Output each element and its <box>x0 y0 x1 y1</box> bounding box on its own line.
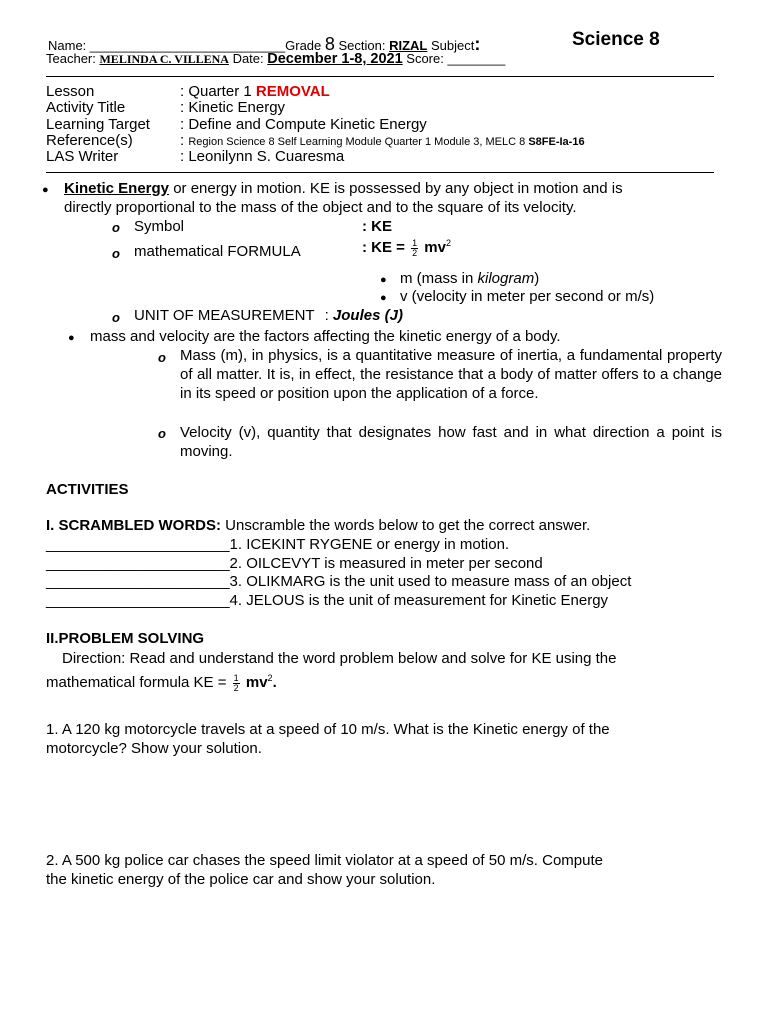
info-writer-label: LAS Writer <box>46 148 119 165</box>
formula-value: : KE = $\frac{1}{2}$ $mv^2$ <box>362 237 451 258</box>
name-label: Name: <box>48 38 90 53</box>
velocity-definition: Velocity (v), quantity that designates how fast and in what direction a point is moving. <box>180 424 722 461</box>
problem-1-line-2: motorcycle? Show your solution. <box>46 740 262 757</box>
circle-bullet-icon: o <box>112 220 120 235</box>
mass-unit-item: m (mass in kilogram) <box>400 270 540 287</box>
velocity-unit-item: v (velocity in meter per second or m/s) <box>400 288 655 305</box>
circle-bullet-icon: o <box>112 246 120 261</box>
mass-definition: Mass (m), in physics, is a quantitative measure of inertia, a fundamental property of all matter. It is, in effect, the resistance that a body of matter offers to a change in its speed or position upon the application of a force. <box>180 347 722 403</box>
direction-line-1: Direction: Read and understand the word problem below and solve for KE using the <box>62 650 617 667</box>
answer-blank[interactable]: ______________________ <box>46 536 230 553</box>
info-ref-label: Reference(s) <box>46 132 133 149</box>
section-label: Section: <box>334 38 390 53</box>
info-target-value: : Define and Compute Kinetic Energy <box>180 116 427 133</box>
date-label: Date: <box>228 51 268 66</box>
header-row-2 <box>46 51 505 67</box>
factors-text: mass and velocity are the factors affecting the kinetic energy of a body. <box>90 328 561 345</box>
subject-label: Subject <box>427 38 475 53</box>
removal-text: REMOVAL <box>255 83 330 100</box>
subject-colon: : <box>474 34 481 54</box>
answer-blank[interactable]: ______________________ <box>46 555 230 572</box>
info-writer-value: : Leonilynn S. Cuaresma <box>180 148 345 165</box>
symbol-label: Symbol <box>134 218 185 235</box>
problem-1-line-1: 1. A 120 kg motorcycle travels at a speed of 10 m/s. What is the Kinetic energy of the <box>46 721 610 738</box>
formula-label: mathematical FORMULA <box>134 243 301 260</box>
scrambled-item-3[interactable]: ______________________3. OLIKMARG is the unit used to measure mass of an object <box>46 573 632 590</box>
problem-2-line-2: the kinetic energy of the police car and show your solution. <box>46 871 436 888</box>
grade-label: Grade <box>285 38 325 53</box>
bullet-icon: ● <box>380 292 387 304</box>
info-target-label: Learning Target <box>46 116 150 133</box>
teacher-value: MELINDA C. VILLENA <box>99 52 229 66</box>
direction-line-2: mathematical formula KE = $\frac{1}{2}$ $mv^2$. <box>46 672 277 693</box>
header-divider-bottom <box>46 172 714 173</box>
ke-term: Kinetic Energy <box>64 180 170 197</box>
symbol-value: : KE <box>362 218 392 235</box>
grade-value: 8 <box>324 34 335 54</box>
info-lesson-label: Lesson <box>46 83 95 100</box>
problem-2-line-1: 2. A 500 kg police car chases the speed limit violator at a speed of 50 m/s. Compute <box>46 852 603 869</box>
scrambled-item-4[interactable]: ______________________4. JELOUS is the unit of measurement for Kinetic Energy <box>46 592 609 609</box>
circle-bullet-icon: o <box>112 310 120 325</box>
info-title-label: Activity Title <box>46 99 126 116</box>
problem-solving-heading: II.PROBLEM SOLVING <box>46 630 205 647</box>
section-value: RIZAL <box>389 38 428 53</box>
bullet-icon: ● <box>42 184 49 196</box>
ke-definition-line-1: Kinetic Energy or energy in motion. KE is possessed by any object in motion and is <box>64 180 623 197</box>
info-title-value: : Kinetic Energy <box>180 99 286 116</box>
teacher-label: Teacher: <box>46 51 100 66</box>
header-divider-top <box>46 76 714 77</box>
answer-blank[interactable]: ______________________ <box>46 573 230 590</box>
unit-value: Joules (J) <box>332 307 403 324</box>
bullet-icon: ● <box>380 274 387 286</box>
scrambled-item-2[interactable]: ______________________2. OILCEVYT is measured in meter per second <box>46 555 543 572</box>
info-lesson-value: : Quarter 1 REMOVAL <box>180 83 330 100</box>
date-value: December 1-8, 2021 <box>267 51 403 67</box>
unit-label: UNIT OF MEASUREMENT : Joules (J) <box>134 307 403 324</box>
score-label: Score: <box>402 51 448 66</box>
circle-bullet-icon: o <box>158 350 166 365</box>
score-blank: ________ <box>447 51 506 66</box>
circle-bullet-icon: o <box>158 426 166 441</box>
info-ref-value: : Region Science 8 Self Learning Module Quarter 1 Module 3, MELC 8 S8FE-Ia-16 <box>180 132 585 149</box>
activities-heading: ACTIVITIES <box>46 481 129 498</box>
answer-blank[interactable]: ______________________ <box>46 592 230 609</box>
subject-value: Science 8 <box>572 29 660 50</box>
scrambled-header: I. SCRAMBLED WORDS: Unscramble the words below to get the correct answer. <box>46 517 591 534</box>
bullet-icon: ● <box>68 332 75 344</box>
scrambled-item-1[interactable]: ______________________1. ICEKINT RYGENE or energy in motion. <box>46 536 510 553</box>
name-blank: ___________________________ <box>89 38 286 53</box>
ke-definition-line-2: directly proportional to the mass of the object and to the square of its velocity. <box>64 199 577 216</box>
